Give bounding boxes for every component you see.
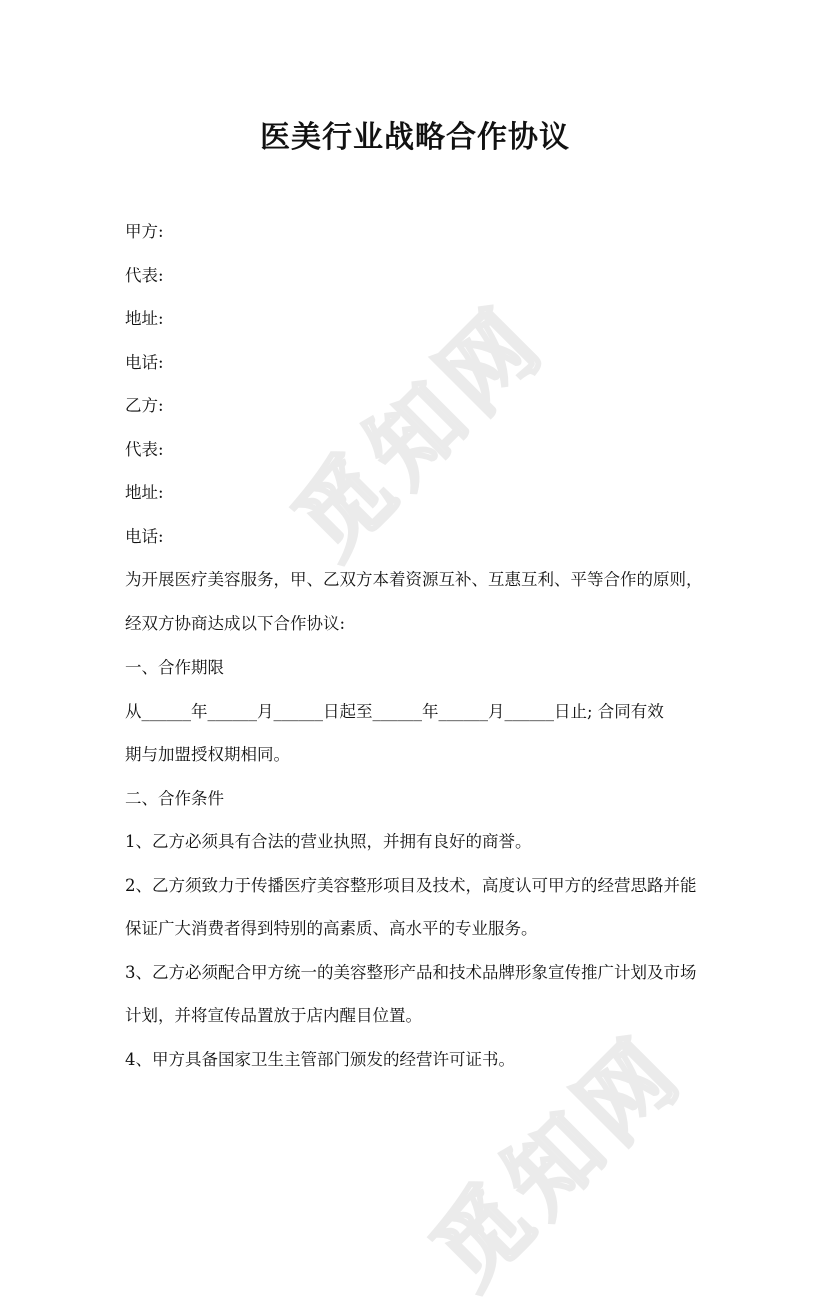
party-a-phone: 电话: bbox=[125, 353, 164, 372]
section-heading-term: 一、合作期限 bbox=[125, 658, 224, 677]
term-paragraph-line: 从______年______月______日起至______年______月______日止; 合同有效 bbox=[125, 702, 664, 721]
condition-item-3-continued: 计划，并将宣传品置放于店内醒目位置。 bbox=[125, 1006, 422, 1025]
party-b-phone: 电话: bbox=[125, 527, 164, 546]
party-a-address: 地址: bbox=[125, 309, 164, 328]
condition-item-1: 1、乙方必须具有合法的营业执照，并拥有良好的商誉。 bbox=[125, 832, 532, 851]
party-b-address: 地址: bbox=[125, 483, 164, 502]
party-b-label: 乙方: bbox=[125, 396, 164, 415]
condition-item-4: 4、甲方具备国家卫生主管部门颁发的经营许可证书。 bbox=[125, 1050, 515, 1069]
watermark: 觅知网 bbox=[412, 1015, 705, 1308]
party-a-label: 甲方: bbox=[125, 222, 164, 241]
party-b-representative: 代表: bbox=[125, 440, 164, 459]
intro-paragraph-line: 为开展医疗美容服务，甲、乙双方本着资源互补、互惠互利、平等合作的原则， bbox=[125, 570, 703, 589]
condition-item-3: 3、乙方必须配合甲方统一的美容整形产品和技术品牌形象宣传推广计划及市场 bbox=[125, 963, 697, 982]
condition-item-2: 2、乙方须致力于传播医疗美容整形项目及技术，高度认可甲方的经营思路并能 bbox=[125, 876, 697, 895]
party-a-representative: 代表: bbox=[125, 266, 164, 285]
section-heading-conditions: 二、合作条件 bbox=[125, 789, 224, 808]
condition-item-2-continued: 保证广大消费者得到特别的高素质、高水平的专业服务。 bbox=[125, 919, 538, 938]
intro-paragraph-line: 经双方协商达成以下合作协议: bbox=[125, 614, 346, 633]
watermark: 觅知网 bbox=[274, 285, 567, 578]
document-title: 医美行业战略合作协议 bbox=[260, 120, 570, 155]
term-paragraph-line: 期与加盟授权期相同。 bbox=[125, 745, 290, 764]
